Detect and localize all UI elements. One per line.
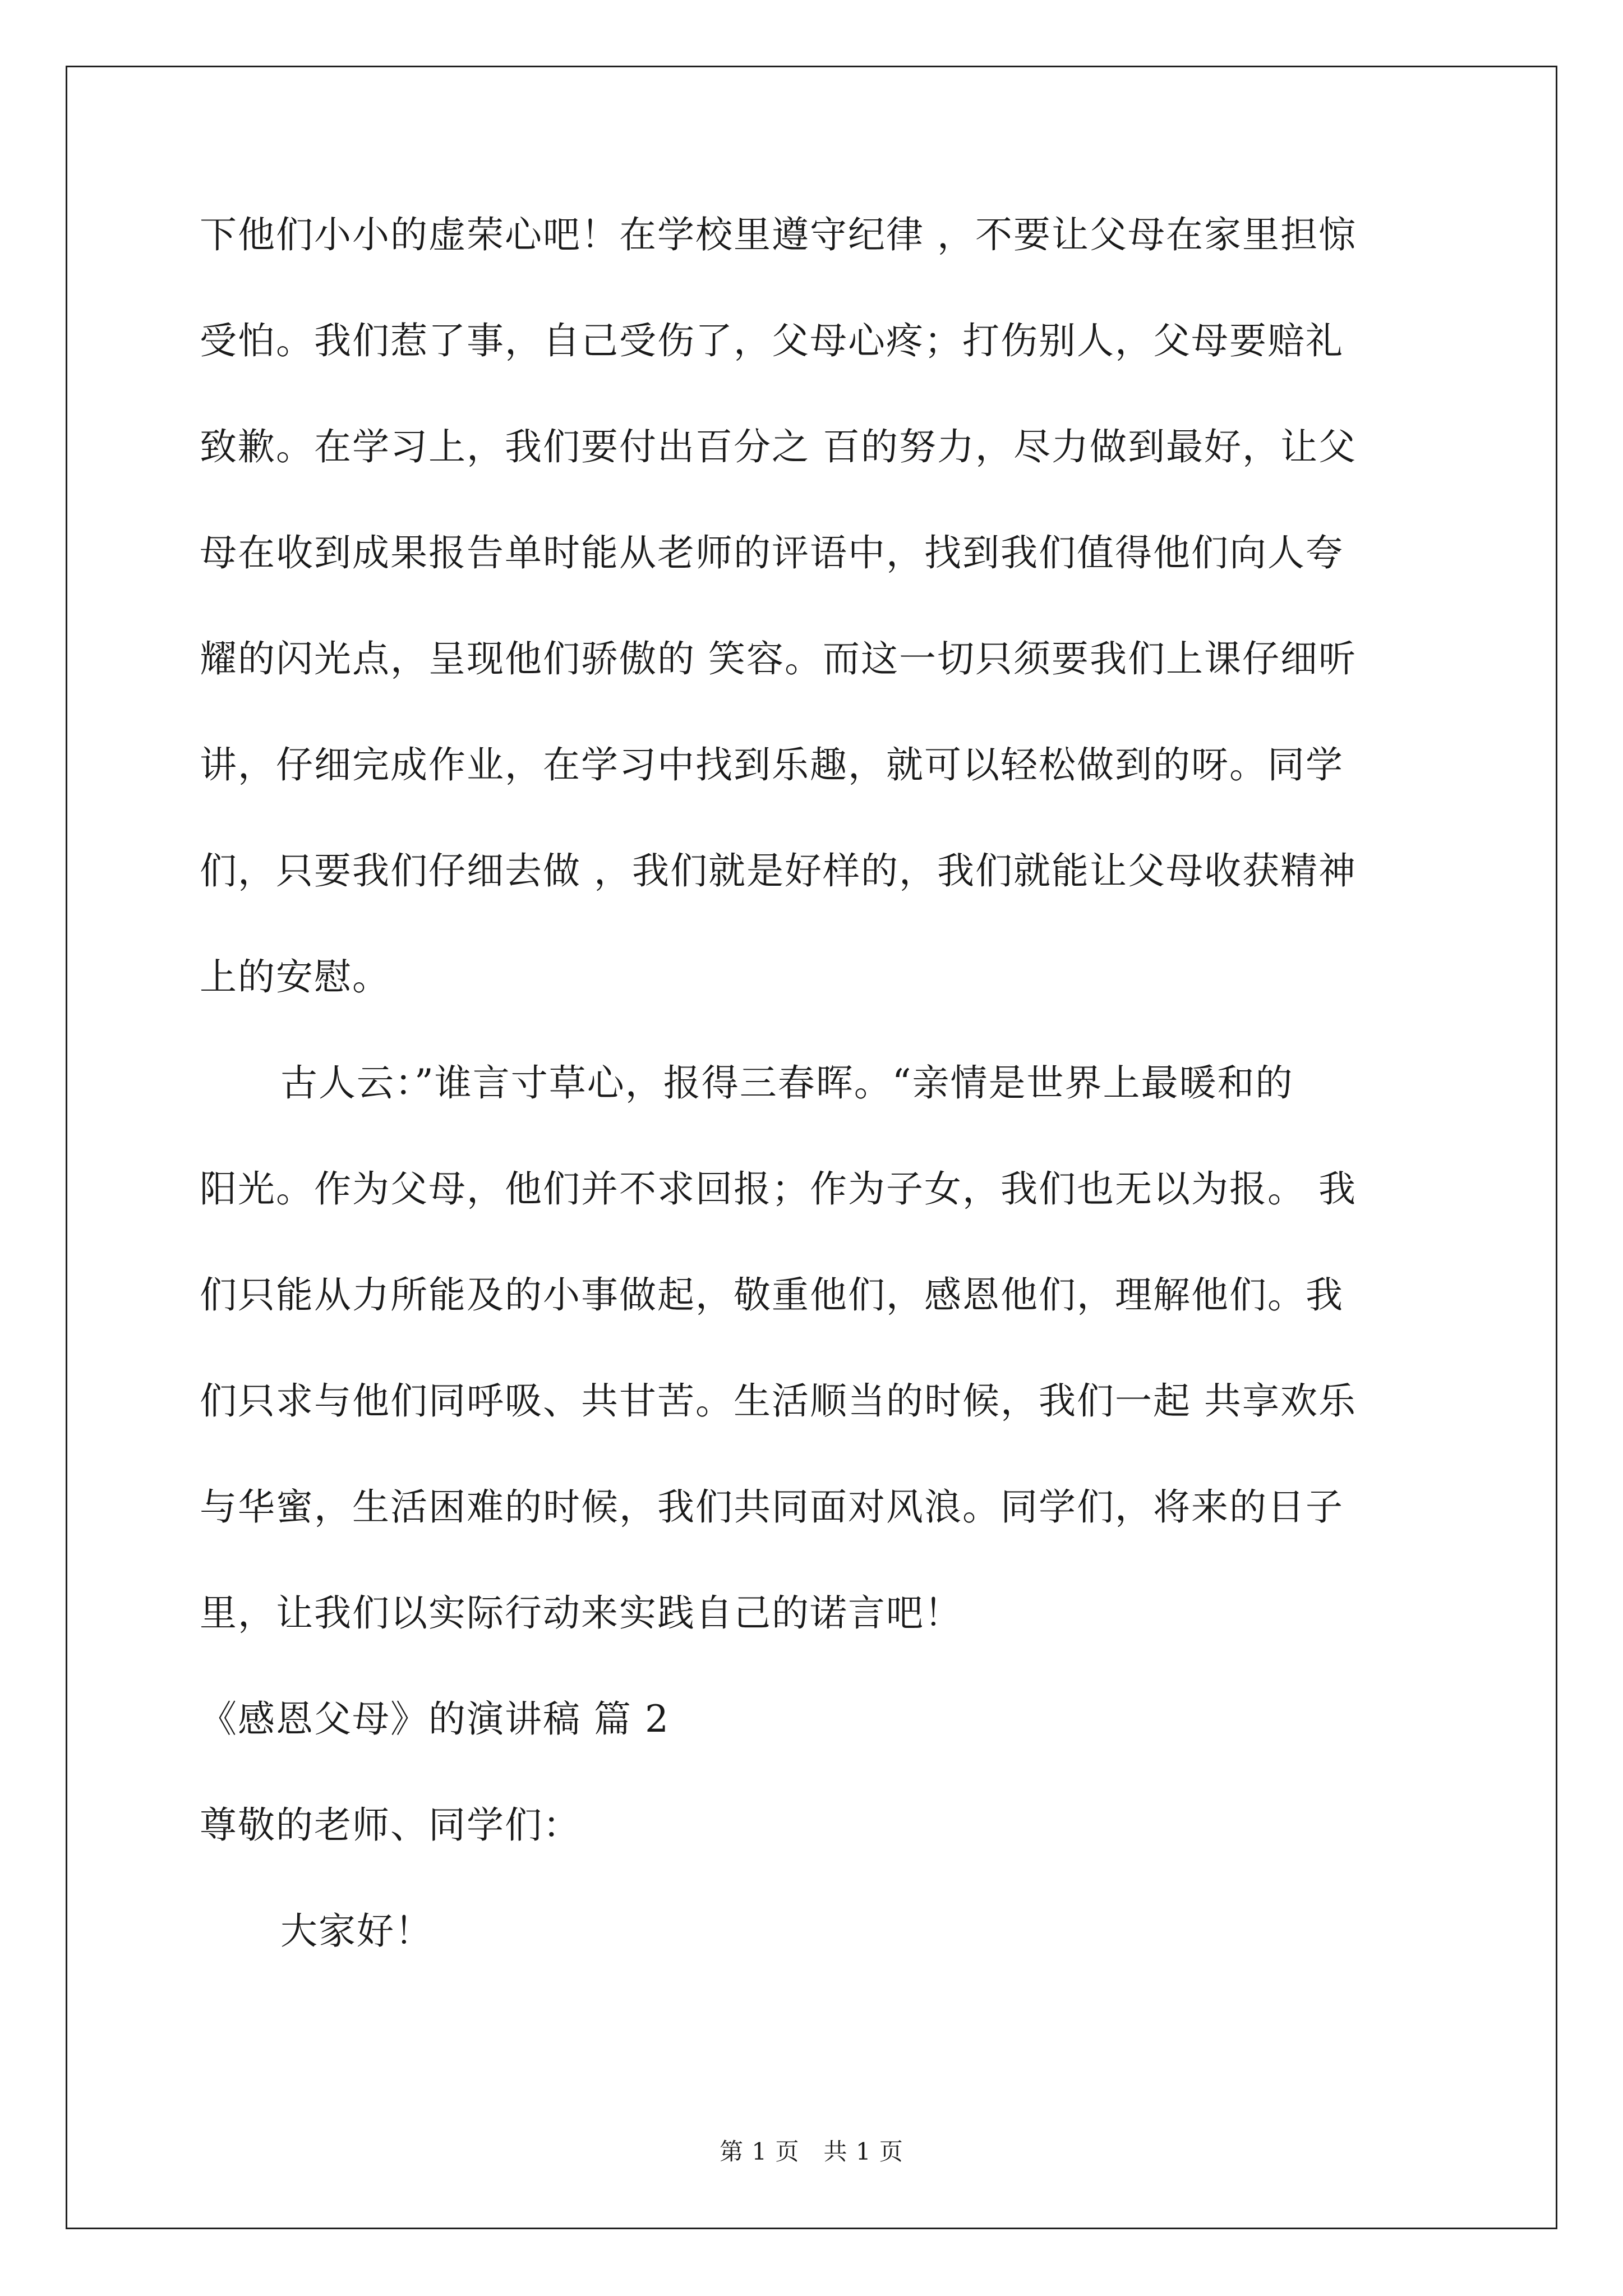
paragraph-1 xyxy=(200,210,1428,1002)
text-line: 与华蜜，生活困难的时候，我们共同面对风浪。同学们，将来的日子 xyxy=(200,1485,1344,1529)
text-line: 古人云：”谁言寸草心，报得三春晖。“亲情是世界上最暖和的 xyxy=(280,1061,1294,1105)
greeting: 大家好！ xyxy=(280,1910,433,1953)
text-line: 里，让我们以实际行动来实践自己的诺言吧！ xyxy=(200,1591,962,1635)
text-line: 上的安慰。 xyxy=(200,955,390,999)
document-body xyxy=(200,210,1428,1956)
section-title: 《感恩父母》的演讲稿 篇 2 xyxy=(200,1697,670,1741)
text-line: 讲，仔细完成作业，在学习中找到乐趣，就可以轻松做到的呀。同学 xyxy=(200,743,1344,786)
text-line: 阳光。作为父母，他们并不求回报；作为子女，我们也无以为报。 我 xyxy=(200,1167,1357,1211)
salutation: 尊敬的老师、同学们： xyxy=(200,1803,581,1847)
text-line: 们只求与他们同呼吸、共甘苦。生活顺当的时候，我们一起 共享欢乐 xyxy=(200,1379,1357,1423)
text-line: 受怕。我们惹了事，自己受伤了，父母心疼；打伤别人，父母要赔礼 xyxy=(200,319,1344,362)
paragraph-2 xyxy=(200,1059,1428,1638)
text-line: 致歉。在学习上，我们要付出百分之 百的努力，尽力做到最好，让父 xyxy=(200,425,1357,468)
text-line: 耀的闪光点，呈现他们骄傲的 笑容。而这一切只须要我们上课仔细听 xyxy=(200,637,1357,680)
text-line: 母在收到成果报告单时能从老师的评语中，找到我们值得他们向人夸 xyxy=(200,531,1344,574)
page-footer: 第 1 页 共 1 页 xyxy=(720,2138,903,2165)
text-line: 下他们小小的虚荣心吧！在学校里遵守纪律 ，不要让父母在家里担惊 xyxy=(200,213,1357,256)
text-line: 们，只要我们仔细去做 ，我们就是好样的，我们就能让父母收获精神 xyxy=(200,849,1357,892)
text-line: 们只能从力所能及的小事做起，敬重他们，感恩他们，理解他们。我 xyxy=(200,1273,1344,1317)
